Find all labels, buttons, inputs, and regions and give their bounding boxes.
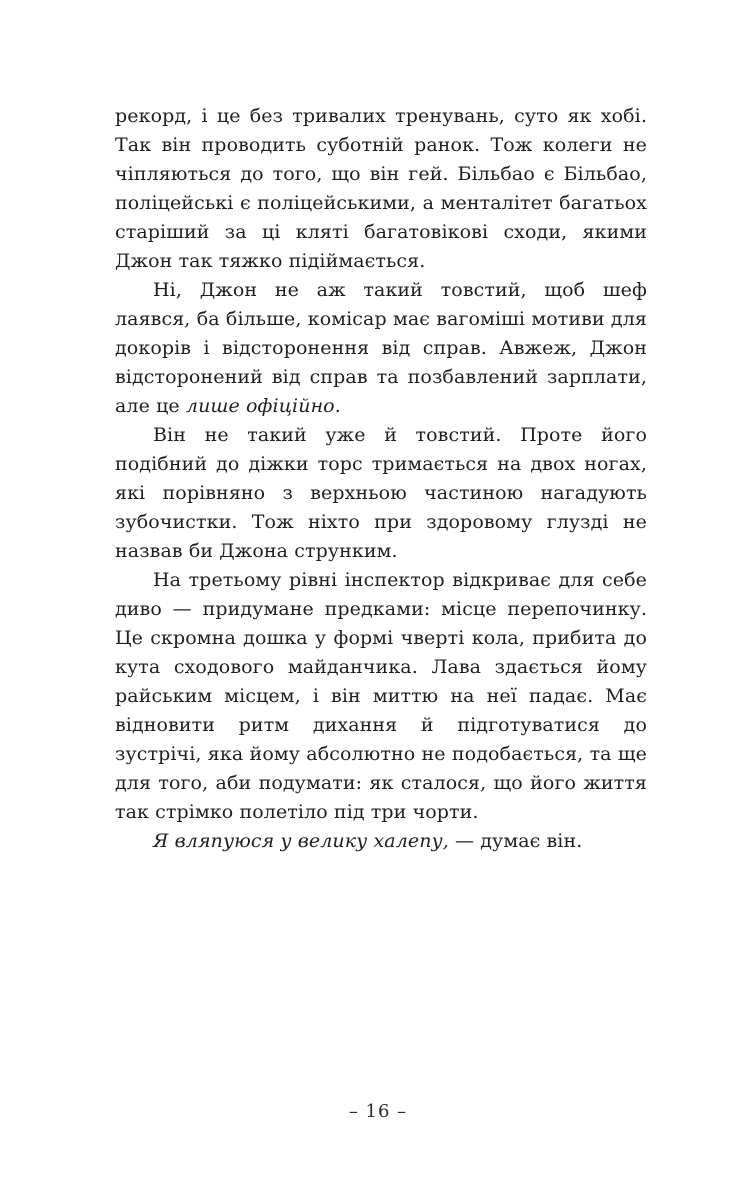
paragraph-5-text: — думає він. (448, 830, 583, 852)
paragraph-1: рекорд, і це без тривалих тренувань, суто як хобі. Так він проводить суботній ранок. Тож колеги не чіпляються до того, що він гей. Більбао є Більбао, поліцейські є поліцейськими, а менталітет багатьох старіший за ці кляті багатовікові сходи, якими Джон так тяжко підіймається. (115, 105, 647, 272)
paragraph-4: На третьому рівні інспектор відкриває для себе диво — придумане предками: місце перепочинку. Це скромна дошка у формі чверті кола, прибита до кута сходового майданчика. Лава здається йому райським місцем, і він миттю на неї падає. Має відновити ритм дихання й підготуватися до зустрічі, яка йому абсолютно не подобається, та ще для того, аби подумати: як сталося, що його життя так стрімко полетіло під три чорти. (115, 569, 647, 823)
text-block (115, 102, 647, 856)
paragraph-2-text: Ні, Джон не аж такий товстий, щоб шеф лаявся, ба більше, комісар має вагоміші мотиви для докорів і відсторонення від справ. Авжеж, Джон відсторонений від справ та позбавлений зарплати, але це (115, 279, 647, 417)
paragraph-3: Він не такий уже й товстий. Проте його подібний до діжки торс тримається на двох ногах, які порівняно з верхньою частиною нагадують зубочистки. Тож ніхто при здоровому глузді не назвав би Джона струнким. (115, 424, 647, 562)
paragraph-5 (115, 827, 647, 856)
paragraph-5-italic-text: Я вляпуюся у велику халепу, (153, 830, 449, 852)
paragraph-2 (115, 276, 647, 421)
page-number: – 16 – (348, 1101, 408, 1122)
paragraph-2-italic-text: лише офіційно. (185, 395, 341, 417)
page-footer (0, 1101, 756, 1122)
